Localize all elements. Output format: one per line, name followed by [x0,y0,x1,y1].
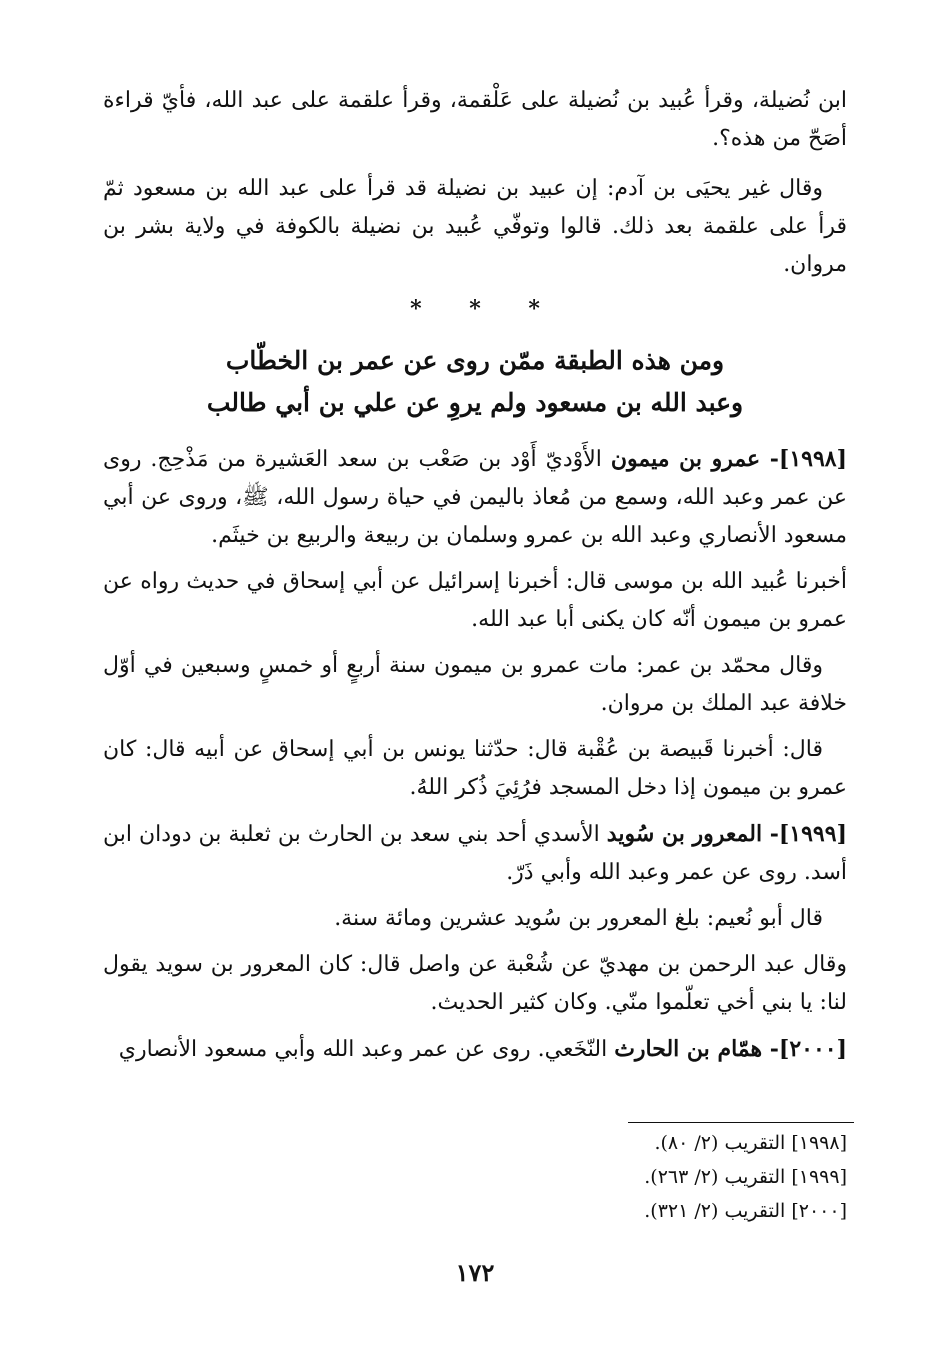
section-heading [103,340,847,424]
entry-1999-paragraph: قال أبو نُعيم: بلغ المعرور بن سُويد عشرين ومائة سنة. [334,906,823,931]
paragraph-yahya: وقال غير يحيَى بن آدم: إن عبيد بن نضيلة قد قرأ على عبد الله بن مسعود ثمّ قرأ على علقمة بعد ذلك. قالوا وتوفّي عُبيد بن نضيلة بالكوفة في ولاية بشر بن مروان. [103,176,847,277]
entry-2000-head: [٢٠٠٠]- همّام بن الحارث [614,1036,847,1062]
entry-1998-text: الأَوْديّ أَوْد بن صَعْب بن سعد العَشيرة من مَذْحِج. روى عن عمر وعبد الله، وسمع من مُعاذ باليمن في حياة رسول الله، ﷺ، وروى عن أبي مسعود الأنصاري وعبد الله بن عمرو وسلمان بن ربيعة والربيع بن خيثَم. [103,447,847,548]
top-text [103,82,847,284]
footnotes [103,1126,847,1228]
entries-text [103,440,847,1069]
entry-2000 [103,1030,847,1069]
entry-1999-head: [١٩٩٩]- المعرور بن سُويد [606,821,847,847]
entry-2000-text: النّخَعي. روى عن عمر وعبد الله وأبي مسعود الأنصاري [118,1037,615,1062]
entry-1998 [103,440,847,555]
entry-1999 [103,815,847,892]
paragraph-continuation: ابن نُضيلة، وقرأ عُبيد بن نُضيلة على عَلْقمة، وقرأ علقمة على عبد الله، فأيّ قراءة أصَحّ من هذه؟. [103,88,847,151]
entry-1998-paragraph: أخبرنا عُبيد الله بن موسى قال: أخبرنا إسرائيل عن أبي إسحاق في حديث رواه عن عمرو بن ميمون أنّه كان يكنى أبا عبد الله. [103,569,847,632]
entry-1998-paragraph: وقال محمّد بن عمر: مات عمرو بن ميمون سنة أربعٍ أو خمسٍ وسبعين في أوّل خلافة عبد الملك بن مروان. [103,653,847,716]
section-heading-line-2: وعبد الله بن مسعود ولم يروِ عن علي بن أبي طالب [206,388,744,417]
entry-1998-head: [١٩٩٨]- عمرو بن ميمون [610,446,847,472]
footnote-2000: [٢٠٠٠] التقريب (٢/ ٣٢١). [644,1200,847,1222]
page-number: ١٧٢ [455,1258,495,1287]
footnote-divider [628,1122,854,1123]
footnote-1999: [١٩٩٩] التقريب (٢/ ٢٦٣). [644,1166,847,1188]
entry-1998-paragraph: قال: أخبرنا قَبيصة بن عُقْبة قال: حدّثنا يونس بن أبي إسحاق عن أبيه قال: كان عمرو بن ميمون إذا دخل المسجد فرُئِيَ ذُكر اللهُ. [103,737,847,800]
section-separator: * * * [410,296,540,322]
entry-1999-paragraph: وقال عبد الرحمن بن مهديّ عن شُعْبة عن واصل قال: كان المعرور بن سويد يقول لنا: يا بني أخي تعلّموا منّي. وكان كثير الحديث. [103,952,848,1015]
footnote-1998: [١٩٩٨] التقريب (٢/ ٨٠). [654,1132,847,1154]
entry-1999-text: الأسدي أحد بني سعد بن الحارث بن ثعلبة بن دودان ابن أسد. روى عن عمر وعبد الله وأبي ذَرّ. [103,822,847,885]
section-heading-line-1: ومن هذه الطبقة ممّن روى عن عمر بن الخطّاب [225,346,725,375]
